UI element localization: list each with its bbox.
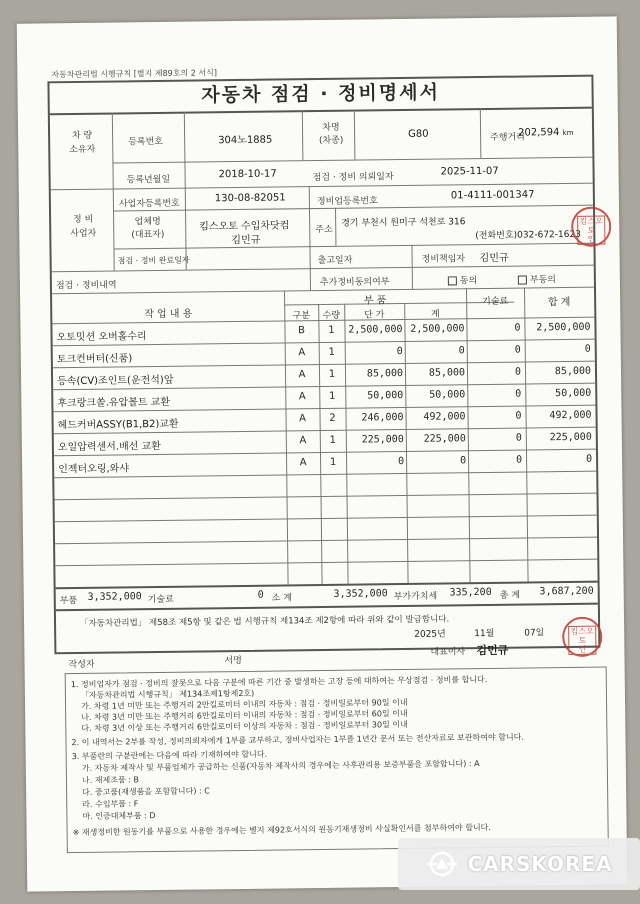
rep-value: 김민규: [231, 234, 261, 247]
col-amount: 계: [430, 309, 440, 320]
issue-day: 07일: [524, 628, 545, 639]
note-line: ※ 재생정비한 원동기를 부품으로 사용한 경우에는 별지 제92호서식의 원동기재생정비 사실확인서를 첨부하여야 합니다.: [72, 822, 491, 838]
cell-qty: 1: [329, 434, 337, 446]
cell-qty: 1: [329, 456, 337, 468]
subtotal-value: 3,352,000: [333, 588, 388, 600]
parts-total-label: 부품: [59, 596, 78, 607]
request-date-label: 점검 · 정비 의뢰일자: [312, 172, 394, 184]
recheck-label: 추가정비동의여부: [319, 277, 390, 289]
cell-amount: 0: [458, 345, 465, 357]
cell-labor: 0: [515, 454, 523, 466]
address-label: 주소: [315, 224, 333, 236]
issuance-statement: 「자동차관리법」 제58조 제5항 및 같은 법 시행규칙 제134조 제2항에 따라 위와 같이 발급합니다.: [79, 614, 450, 629]
note-line: 가. 자동차 제작사 및 부품업체가 공급하는 신품(자동차 제작사의 경우에는 사후관리용 보증부품을 포함합니다) : A: [81, 759, 480, 773]
phone-value: (전화번호)032-672-1623: [475, 229, 581, 242]
cell-unit: 85,000: [366, 368, 404, 380]
model-label: 차명 (차종): [318, 122, 344, 147]
agree-checkbox[interactable]: [448, 276, 457, 285]
cell-unit: 246,000: [361, 412, 404, 424]
business-section-label: 정 비 사업자: [70, 214, 97, 240]
note-line: 마. 인증대체부품 : D: [82, 811, 156, 821]
note-line: 나. 재제조품 : B: [81, 775, 140, 785]
cell-labor: 0: [514, 366, 522, 378]
cell-work: 등속(CV)조인트(운전석)앞: [57, 374, 174, 388]
owner-section-label: 차 량 소유자: [69, 130, 96, 156]
labor-total-value: 0: [257, 589, 264, 601]
rep-title-label: 대표이사: [430, 647, 466, 658]
address-value: 경기 부천시 원미구 석천로 316: [341, 217, 466, 229]
parts-total-value: 3,352,000: [87, 591, 142, 603]
note-line: 라. 수입부품 : F: [82, 799, 139, 809]
document-title: 자동차 점검 · 정비명세서: [49, 75, 591, 116]
cell-unit: 0: [396, 346, 403, 358]
cell-type: A: [299, 413, 307, 425]
cell-work: 토크컨버터(신품): [56, 353, 133, 366]
sign-label: 서명: [224, 655, 242, 667]
cell-work: 인젝터오링,와샤: [58, 463, 130, 476]
manager-label: 정비책임자: [421, 254, 466, 265]
subtotal-label: 소 계: [271, 593, 293, 604]
cell-qty: 1: [328, 368, 336, 380]
biz-no-label: 사업자등록번호: [118, 198, 180, 210]
cell-work: 헤드커버ASSY(B1,B2)교환: [57, 418, 179, 432]
cell-total: 50,000: [555, 387, 592, 400]
company-seal: 킴스오토 인: [571, 206, 611, 246]
cell-amount: 225,000: [423, 433, 466, 445]
cell-qty: 2: [329, 412, 336, 424]
cell-labor: 0: [515, 410, 522, 422]
cell-amount: 2,500,000: [410, 323, 465, 335]
cell-type: A: [299, 457, 307, 469]
cell-type: A: [298, 369, 306, 381]
note-line: 3. 부품란의 구분란에는 다음에 따라 기재하여야 합니다.: [71, 749, 268, 762]
company-label: 업체명 (대표자): [131, 216, 165, 241]
cell-total: 85,000: [554, 365, 592, 378]
complete-date-label: 점검 · 정비 완료일자: [117, 255, 190, 266]
col-unit: 단 가: [364, 310, 385, 321]
disagree-checkbox[interactable]: [518, 275, 527, 284]
col-total: 합 계: [547, 296, 571, 309]
repair-reg-value: 01-4111-001347: [450, 189, 535, 202]
grand-total-value: 3,687,200: [539, 585, 594, 598]
col-type: 구분: [292, 311, 311, 322]
cell-qty: 1: [329, 390, 336, 402]
reg-no-label: 등록번호: [128, 136, 164, 148]
cell-unit: 50,000: [367, 390, 404, 402]
cell-type: A: [298, 347, 306, 359]
cell-total: 0: [585, 453, 593, 465]
cell-labor: 0: [514, 344, 521, 356]
company-value: 킴스오토 수입차닷컴: [199, 220, 290, 233]
vat-label: 부가가치세: [393, 591, 438, 603]
cell-unit: 0: [397, 455, 405, 468]
issue-month: 11월: [474, 628, 495, 640]
mileage-value: 202,594 km: [518, 127, 574, 139]
rep-seal: 킴스오토 인: [562, 617, 602, 657]
work-details-label: 점검 · 정비내역: [55, 280, 117, 292]
cell-amount: 0: [459, 455, 467, 467]
col-work: 작 업 내 용: [144, 308, 193, 321]
logo-text: CARSKOREA: [467, 852, 613, 876]
car-logo-icon: [425, 850, 459, 878]
reg-date-value: 2018-10-17: [218, 168, 277, 181]
manager-value: 김민규: [479, 252, 509, 265]
cell-work: 후크랑크쏠.유압볼트 교환: [57, 396, 171, 410]
cell-type: A: [298, 391, 306, 403]
cell-unit: 225,000: [361, 433, 404, 446]
note-line: 나. 차령 3년 미만 또는 주행거리 6만킬로미터 이내의 자동차 : 점검 · 정비일로부터 60일 이내: [81, 708, 408, 722]
form-reference: 자동차관리법 시행규칙 [별지 제89호의 2 서식]: [51, 68, 217, 80]
cell-amount: 492,000: [423, 411, 466, 423]
document-page: [17, 16, 628, 891]
mileage-label: 주행거리: [490, 132, 525, 143]
note-line: 2. 이 내역서는 2부를 작성, 정비의뢰자에게 1부를 교부하고, 정비사업자는 1부를 1년간 문서 또는 전산자료로 보관하여야 합니다.: [71, 732, 524, 748]
labor-total-label: 기술료: [147, 594, 174, 606]
cell-total: 492,000: [549, 409, 592, 422]
model-value: G80: [408, 128, 429, 140]
writer-label: 작성자: [68, 659, 95, 671]
cell-labor: 0: [515, 432, 522, 444]
note-line: 「자동차관리법 시행규칙」 제134조제1항제2호): [80, 688, 255, 700]
cell-labor: 0: [515, 388, 522, 400]
cell-work: 오일압력센서.배선 교환: [57, 440, 161, 454]
note-line: 다. 차령 3년 이상 또는 주행거리 6만킬로미터 이상의 자동차 : 점검 · 정비일로부터 30일 이내: [81, 719, 408, 733]
release-date-label: 출고일자: [317, 255, 353, 267]
agree-option[interactable]: 동의: [448, 273, 478, 286]
col-qty: 수량: [322, 310, 341, 321]
request-date-value: 2025-11-07: [440, 165, 499, 178]
cell-total: 225,000: [549, 431, 592, 444]
rep-signature-name: 김민규: [476, 643, 509, 658]
repair-reg-label: 정비업등록번호: [316, 196, 378, 208]
note-line: 1. 정비업자가 점검 · 정비의 잘못으로 다음 구분에 따른 기간 중 발생하는 고장 등에 대하여는 무상점검 · 정비를 합니다.: [70, 674, 488, 690]
cell-type: B: [297, 325, 305, 337]
cell-amount: 50,000: [429, 389, 466, 401]
cell-total: 2,500,000: [536, 321, 591, 334]
note-line: 다. 중고품(재생품을 포함합니다) : C: [82, 786, 210, 797]
cell-qty: 1: [328, 324, 335, 336]
col-labor: 기술료: [482, 296, 509, 308]
cell-amount: 85,000: [428, 367, 466, 379]
cell-type: A: [299, 435, 307, 447]
note-line: 가. 차령 1년 미만 또는 주행거리 2만킬로미터 이내의 자동차 : 점검 · 정비일로부터 90일 이내: [81, 697, 408, 711]
cell-unit: 2,500,000: [348, 324, 403, 336]
col-parts: 부 품: [363, 295, 387, 307]
reg-no-value: 304노1885: [218, 134, 273, 147]
watermark-logo: [398, 838, 640, 890]
disagree-option[interactable]: 부동의: [518, 272, 556, 285]
cell-total: 0: [584, 343, 591, 355]
biz-no-value: 130-08-82051: [214, 192, 286, 205]
cell-qty: 1: [328, 346, 336, 358]
reg-date-label: 등록년월일: [126, 174, 171, 186]
vat-value: 335,200: [449, 586, 492, 599]
issue-year: 2025년: [414, 629, 446, 640]
cell-labor: 0: [514, 322, 521, 334]
grand-total-label: 총 계: [499, 590, 521, 601]
cell-work: 오토밋션 오버홀수리: [56, 331, 147, 344]
